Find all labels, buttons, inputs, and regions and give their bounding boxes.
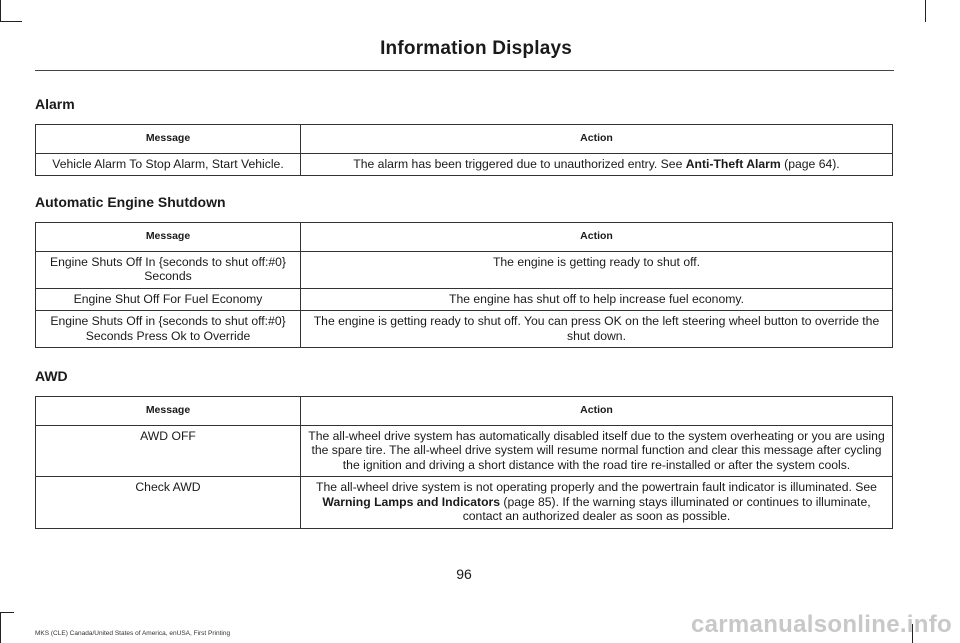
action-text: The alarm has been triggered due to unauthorized entry. See xyxy=(353,156,686,171)
page-reference: (page 64). xyxy=(780,156,840,171)
cross-reference-link[interactable]: Warning Lamps and Indicators xyxy=(322,494,501,509)
table-row xyxy=(36,425,893,477)
watermark-logo: carmanualsonline.info xyxy=(690,611,952,638)
action-text: The all-wheel drive system is not operating properly and the powertrain fault indicator is illuminated. See xyxy=(316,480,877,494)
action-cell: The all-wheel drive system has automatically disabled itself due to the system overheating or you are using the spare tire. The all-wheel drive system will resume normal function and clear this message after cycling the ignition and driving a short distance with the road tire re-installed or after the system cools. xyxy=(301,425,893,477)
page-title: Information Displays xyxy=(380,38,572,59)
crop-mark xyxy=(0,0,1,22)
action-cell xyxy=(301,153,893,176)
message-cell: Vehicle Alarm To Stop Alarm, Start Vehicle. xyxy=(36,153,301,176)
column-header-action: Action xyxy=(301,125,893,154)
crop-mark xyxy=(0,21,22,22)
action-cell: The engine is getting ready to shut off. You can press OK on the left steering wheel button to override the shut down. xyxy=(301,311,893,348)
action-cell: The engine has shut off to help increase fuel economy. xyxy=(301,288,893,311)
crop-mark xyxy=(925,0,926,22)
crop-mark xyxy=(0,612,1,643)
action-cell: The engine is getting ready to shut off. xyxy=(301,251,893,288)
table-row xyxy=(36,251,893,288)
message-cell: Check AWD xyxy=(36,477,301,529)
message-cell: AWD OFF xyxy=(36,425,301,477)
column-header-message: Message xyxy=(36,125,301,154)
cross-reference-link[interactable]: Anti-Theft Alarm xyxy=(685,156,781,171)
message-cell: Engine Shut Off For Fuel Economy xyxy=(36,288,301,311)
crop-mark xyxy=(0,612,14,613)
page-number: 96 xyxy=(456,566,472,582)
section-title-alarm: Alarm xyxy=(35,96,75,112)
column-header-message: Message xyxy=(36,397,301,426)
message-cell: Engine Shuts Off In {seconds to shut off:#0} Seconds xyxy=(36,251,301,288)
table-header-row xyxy=(36,223,893,252)
awd-table xyxy=(35,396,893,529)
table-row xyxy=(36,153,893,176)
message-cell: Engine Shuts Off in {seconds to shut off:#0} Seconds Press Ok to Override xyxy=(36,311,301,348)
column-header-action: Action xyxy=(301,223,893,252)
engine-shutdown-table xyxy=(35,222,893,348)
action-cell xyxy=(301,477,893,529)
table-header-row xyxy=(36,125,893,154)
table-row xyxy=(36,477,893,529)
column-header-message: Message xyxy=(36,223,301,252)
section-title-awd: AWD xyxy=(35,368,68,384)
section-title-automatic-engine-shutdown: Automatic Engine Shutdown xyxy=(35,194,226,210)
table-row xyxy=(36,311,893,348)
header-divider xyxy=(35,70,894,71)
action-text-continued: (page 85). If the warning stays illuminated or continues to illuminate, contact an authorized dealer as soon as possible. xyxy=(462,494,871,523)
alarm-table xyxy=(35,124,893,176)
table-row xyxy=(36,288,893,311)
column-header-action: Action xyxy=(301,397,893,426)
table-header-row xyxy=(36,397,893,426)
footer-text: MKS (CLE) Canada/United States of America, enUSA, First Printing xyxy=(35,630,231,637)
